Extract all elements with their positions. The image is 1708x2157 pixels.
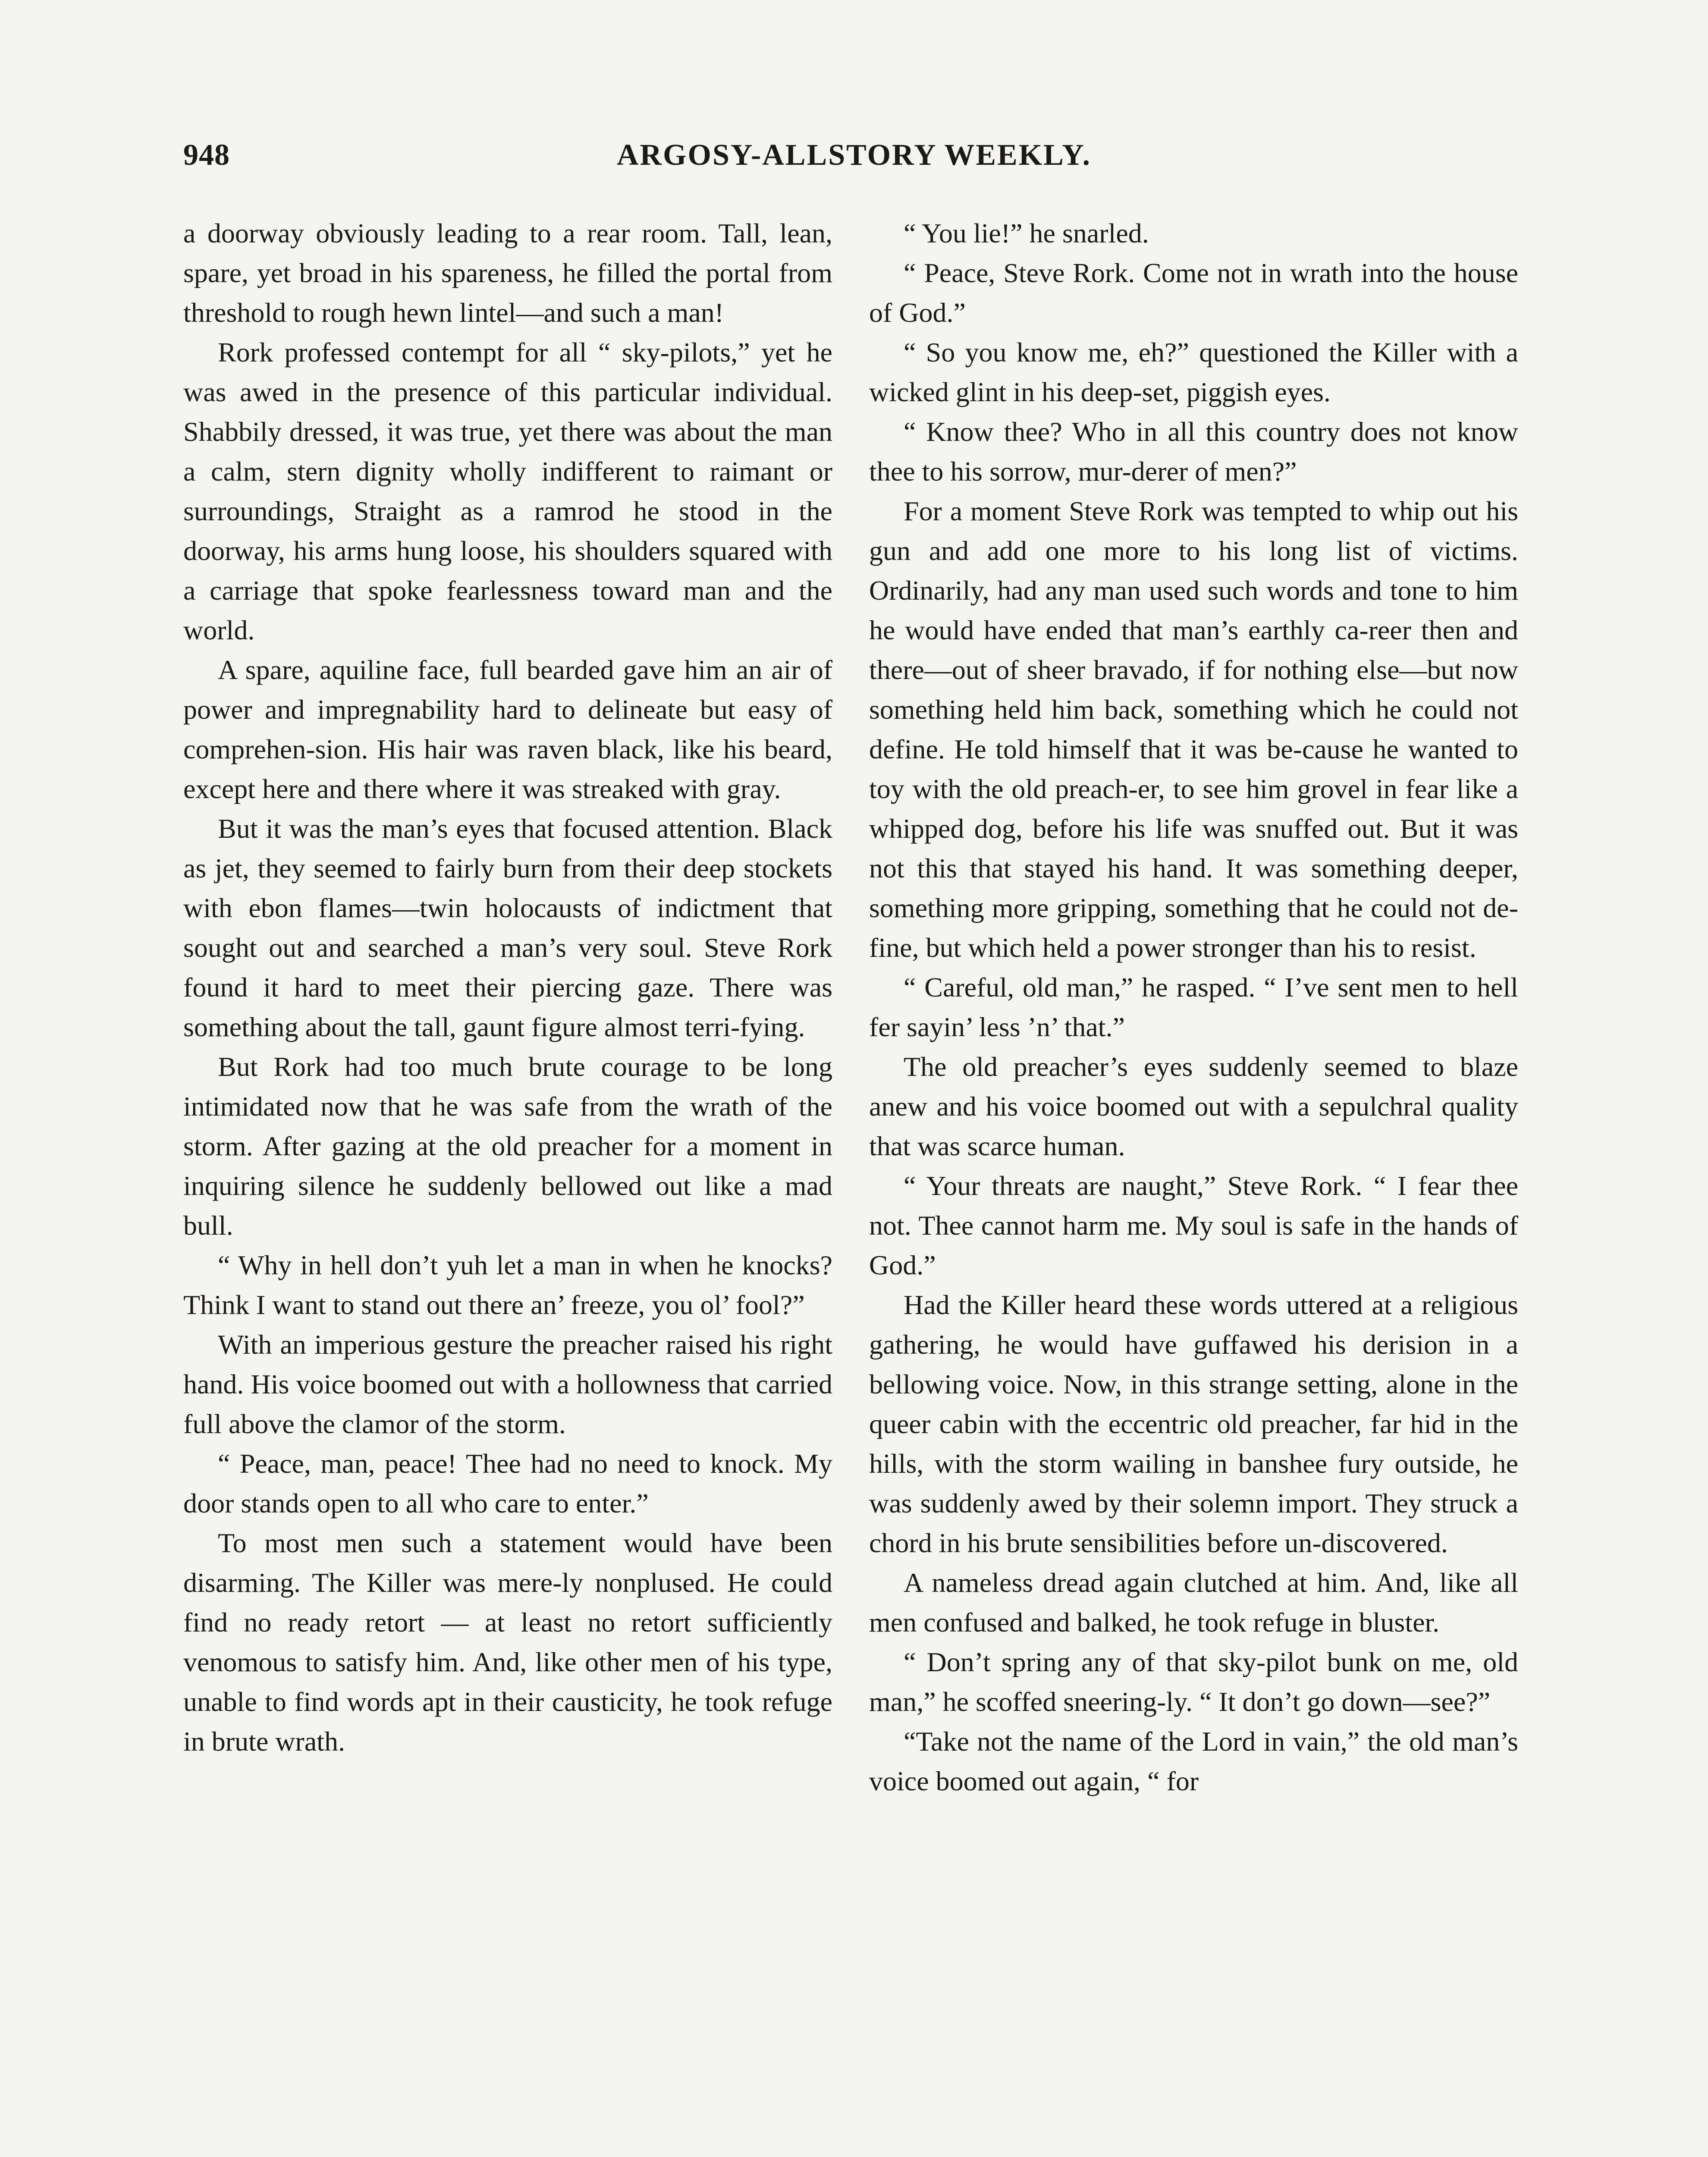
paragraph: But it was the man’s eyes that focused attention. Black as jet, they seemed to fairly burn from their deep stockets with ebon flames—twin holocausts of indictment that sought out and searched a man’s very soul. Steve Rork found it hard to meet their piercing gaze. There was something about the tall, gaunt figure almost terri-fying. [183,813,832,1042]
paragraph: “ You lie!” he snarled. [904,218,1149,248]
paragraph: The old preacher’s eyes suddenly seemed to blaze anew and his voice boomed out with a sepulchral quality that was scarce human. [869,1051,1518,1161]
right-column [869,214,1518,1801]
paragraph: For a moment Steve Rork was tempted to whip out his gun and add one more to his long list of victims. Ordinarily, had any man used such words and tone to him he would have ended that man’s earthly ca-reer then and there—out of sheer bravado, if for nothing else—but now something held him back, something which he could not define. He told himself that it was be-cause he wanted to toy with the old preach-er, to see him grovel in fear like a whipped dog, before his life was snuffed out. But it was not this that stayed his hand. It was something deeper, something more gripping, something that he could not de-fine, but which held a power stronger than his to resist. [869,496,1518,963]
paragraph: A spare, aquiline face, full bearded gave him an air of power and impregnability hard to delineate but easy of comprehen-sion. His hair was raven black, like his beard, except here and there where it was streaked with gray. [183,654,832,804]
paragraph: “ Careful, old man,” he rasped. “ I’ve sent men to hell fer sayin’ less ’n’ that.” [869,972,1518,1042]
paragraph: “ So you know me, eh?” questioned the Killer with a wicked glint in his deep-set, piggish eyes. [869,337,1518,407]
paragraph: “ Your threats are naught,” Steve Rork. “ I fear thee not. Thee cannot harm me. My soul is safe in the hands of God.” [869,1170,1518,1280]
paragraph: To most men such a statement would have been disarming. The Killer was mere-ly nonplused. He could find no ready retort — at least no retort sufficiently venomous to satisfy him. And, like other men of his type, unable to find words apt in their causticity, he took refuge in brute wrath. [183,1528,832,1757]
page-number: 948 [183,138,230,172]
paragraph: Rork professed contempt for all “ sky-pilots,” yet he was awed in the presence of this particular individual. Shabbily dressed, it was true, yet there was about the man a calm, stern dignity wholly indifferent to raimant or surroundings, Straight as a ramrod he stood in the doorway, his arms hung loose, his shoulders squared with a carriage that spoke fearlessness toward man and the world. [183,337,832,645]
paragraph: Had the Killer heard these words uttered at a religious gathering, he would have guffawed his derision in a bellowing voice. Now, in this strange setting, alone in the queer cabin with the eccentric old preacher, far hid in the hills, with the storm wailing in banshee fury outside, he was suddenly awed by their solemn import. They struck a chord in his brute sensibilities before un-discovered. [869,1289,1518,1558]
paragraph: With an imperious gesture the preacher raised his right hand. His voice boomed out with a hollowness that carried full above the clamor of the storm. [183,1329,832,1439]
paragraph: “ Why in hell don’t yuh let a man in when he knocks? Think I want to stand out there an’ freeze, you ol’ fool?” [183,1250,832,1320]
page-header [183,138,1525,186]
paragraph: A nameless dread again clutched at him. And, like all men confused and balked, he took refuge in bluster. [869,1567,1518,1638]
paragraph: “ Don’t spring any of that sky-pilot bunk on me, old man,” he scoffed sneering-ly. “ It don’t go down—see?” [869,1647,1518,1717]
paragraph: But Rork had too much brute courage to be long intimidated now that he was safe from the wrath of the storm. After gazing at the old preacher for a moment in inquiring silence he suddenly bellowed out like a mad bull. [183,1051,832,1241]
paragraph: “ Know thee? Who in all this country does not know thee to his sorrow, mur-derer of men?” [869,416,1518,487]
paragraph: “ Peace, man, peace! Thee had no need to knock. My door stands open to all who care to enter.” [183,1448,832,1519]
running-title: ARGOSY-ALLSTORY WEEKLY. [616,138,1092,172]
paragraph: “ Peace, Steve Rork. Come not in wrath into the house of God.” [869,258,1518,328]
paragraph: a doorway obviously leading to a rear room. Tall, lean, spare, yet broad in his spareness, he filled the portal from threshold to rough hewn lintel—and such a man! [183,218,832,328]
paragraph: “Take not the name of the Lord in vain,” the old man’s voice boomed out again, “ for [869,1726,1518,1796]
left-column [183,214,832,1761]
